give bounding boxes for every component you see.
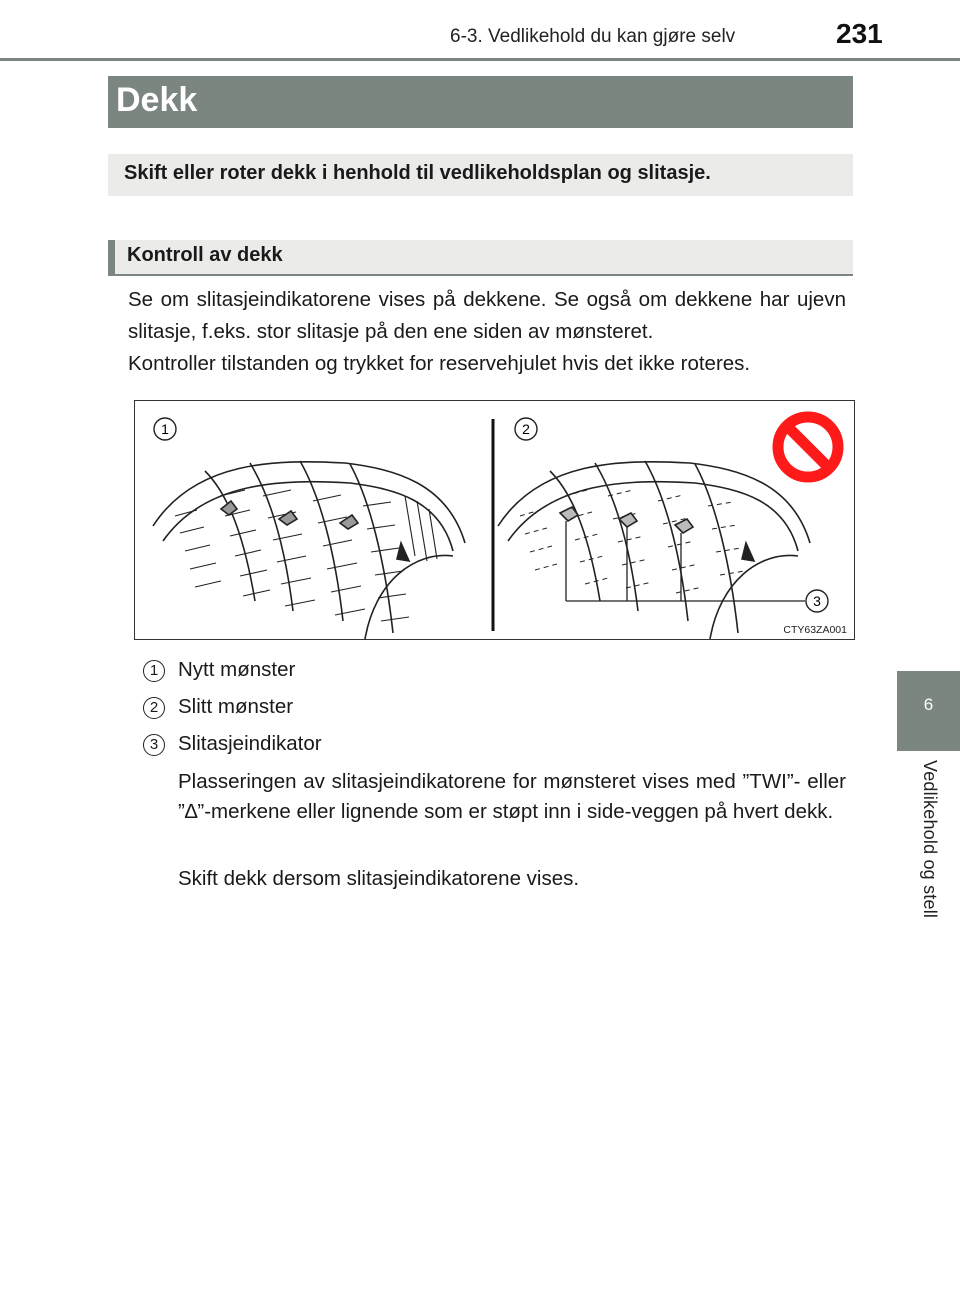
legend-number: 3: [143, 734, 165, 756]
note-paragraph: Plasseringen av slitasjeindikatorene for mønsteret vises med ”TWI”- eller ”∆”-merkene eller lignende som er støpt inn i side-veggen på hvert dekk.: [178, 770, 846, 823]
legend-number: 2: [143, 697, 165, 719]
paragraph: Se om slitasjeindikatorene vises på dekkene. Se også om dekkene har ujevn slitasje, f.eks. stor slitasje på den ene siden av mønsteret.: [128, 288, 846, 343]
summary-text: Skift eller roter dekk i henhold til vedlikeholdsplan og slitasje.: [124, 162, 711, 184]
legend-text: Slitt mønster: [178, 695, 294, 718]
figure-code: CTY63ZA001: [783, 624, 847, 636]
legend-text: Nytt mønster: [178, 658, 296, 681]
tire-illustration: [134, 400, 855, 640]
legend-text: Slitasjeindikator: [178, 732, 322, 755]
svg-text:3: 3: [813, 593, 821, 609]
chapter-tab: [897, 671, 960, 751]
legend-number: 1: [143, 660, 165, 682]
summary-box: [108, 154, 853, 196]
page-number: 231: [836, 18, 883, 49]
figure-label-1: [154, 418, 176, 440]
figure-label-2: [515, 418, 537, 440]
svg-text:1: 1: [161, 421, 169, 437]
header-divider: [0, 58, 960, 61]
section-heading: Kontroll av dekk: [127, 244, 283, 266]
figure-label-3: [806, 590, 828, 612]
paragraph: Kontroller tilstanden og trykket for reservehjulet hvis det ikke roteres.: [128, 352, 751, 375]
page-title: Dekk: [116, 81, 198, 119]
new-tire-tread-icon: [153, 461, 465, 639]
page-title-bar: [108, 76, 853, 128]
section-heading-bar: [108, 240, 853, 276]
header-section-title: 6-3. Vedlikehold du kan gjøre selv: [450, 26, 736, 47]
heading-accent-bar: [108, 240, 115, 276]
svg-text:2: 2: [522, 421, 530, 437]
worn-tire-tread-icon: [498, 461, 810, 639]
prohibited-icon: [778, 417, 838, 477]
chapter-number: 6: [923, 695, 934, 714]
chapter-title: Vedlikehold og stell: [920, 760, 940, 919]
note-paragraph: Skift dekk dersom slitasjeindikatorene vises.: [178, 867, 580, 890]
